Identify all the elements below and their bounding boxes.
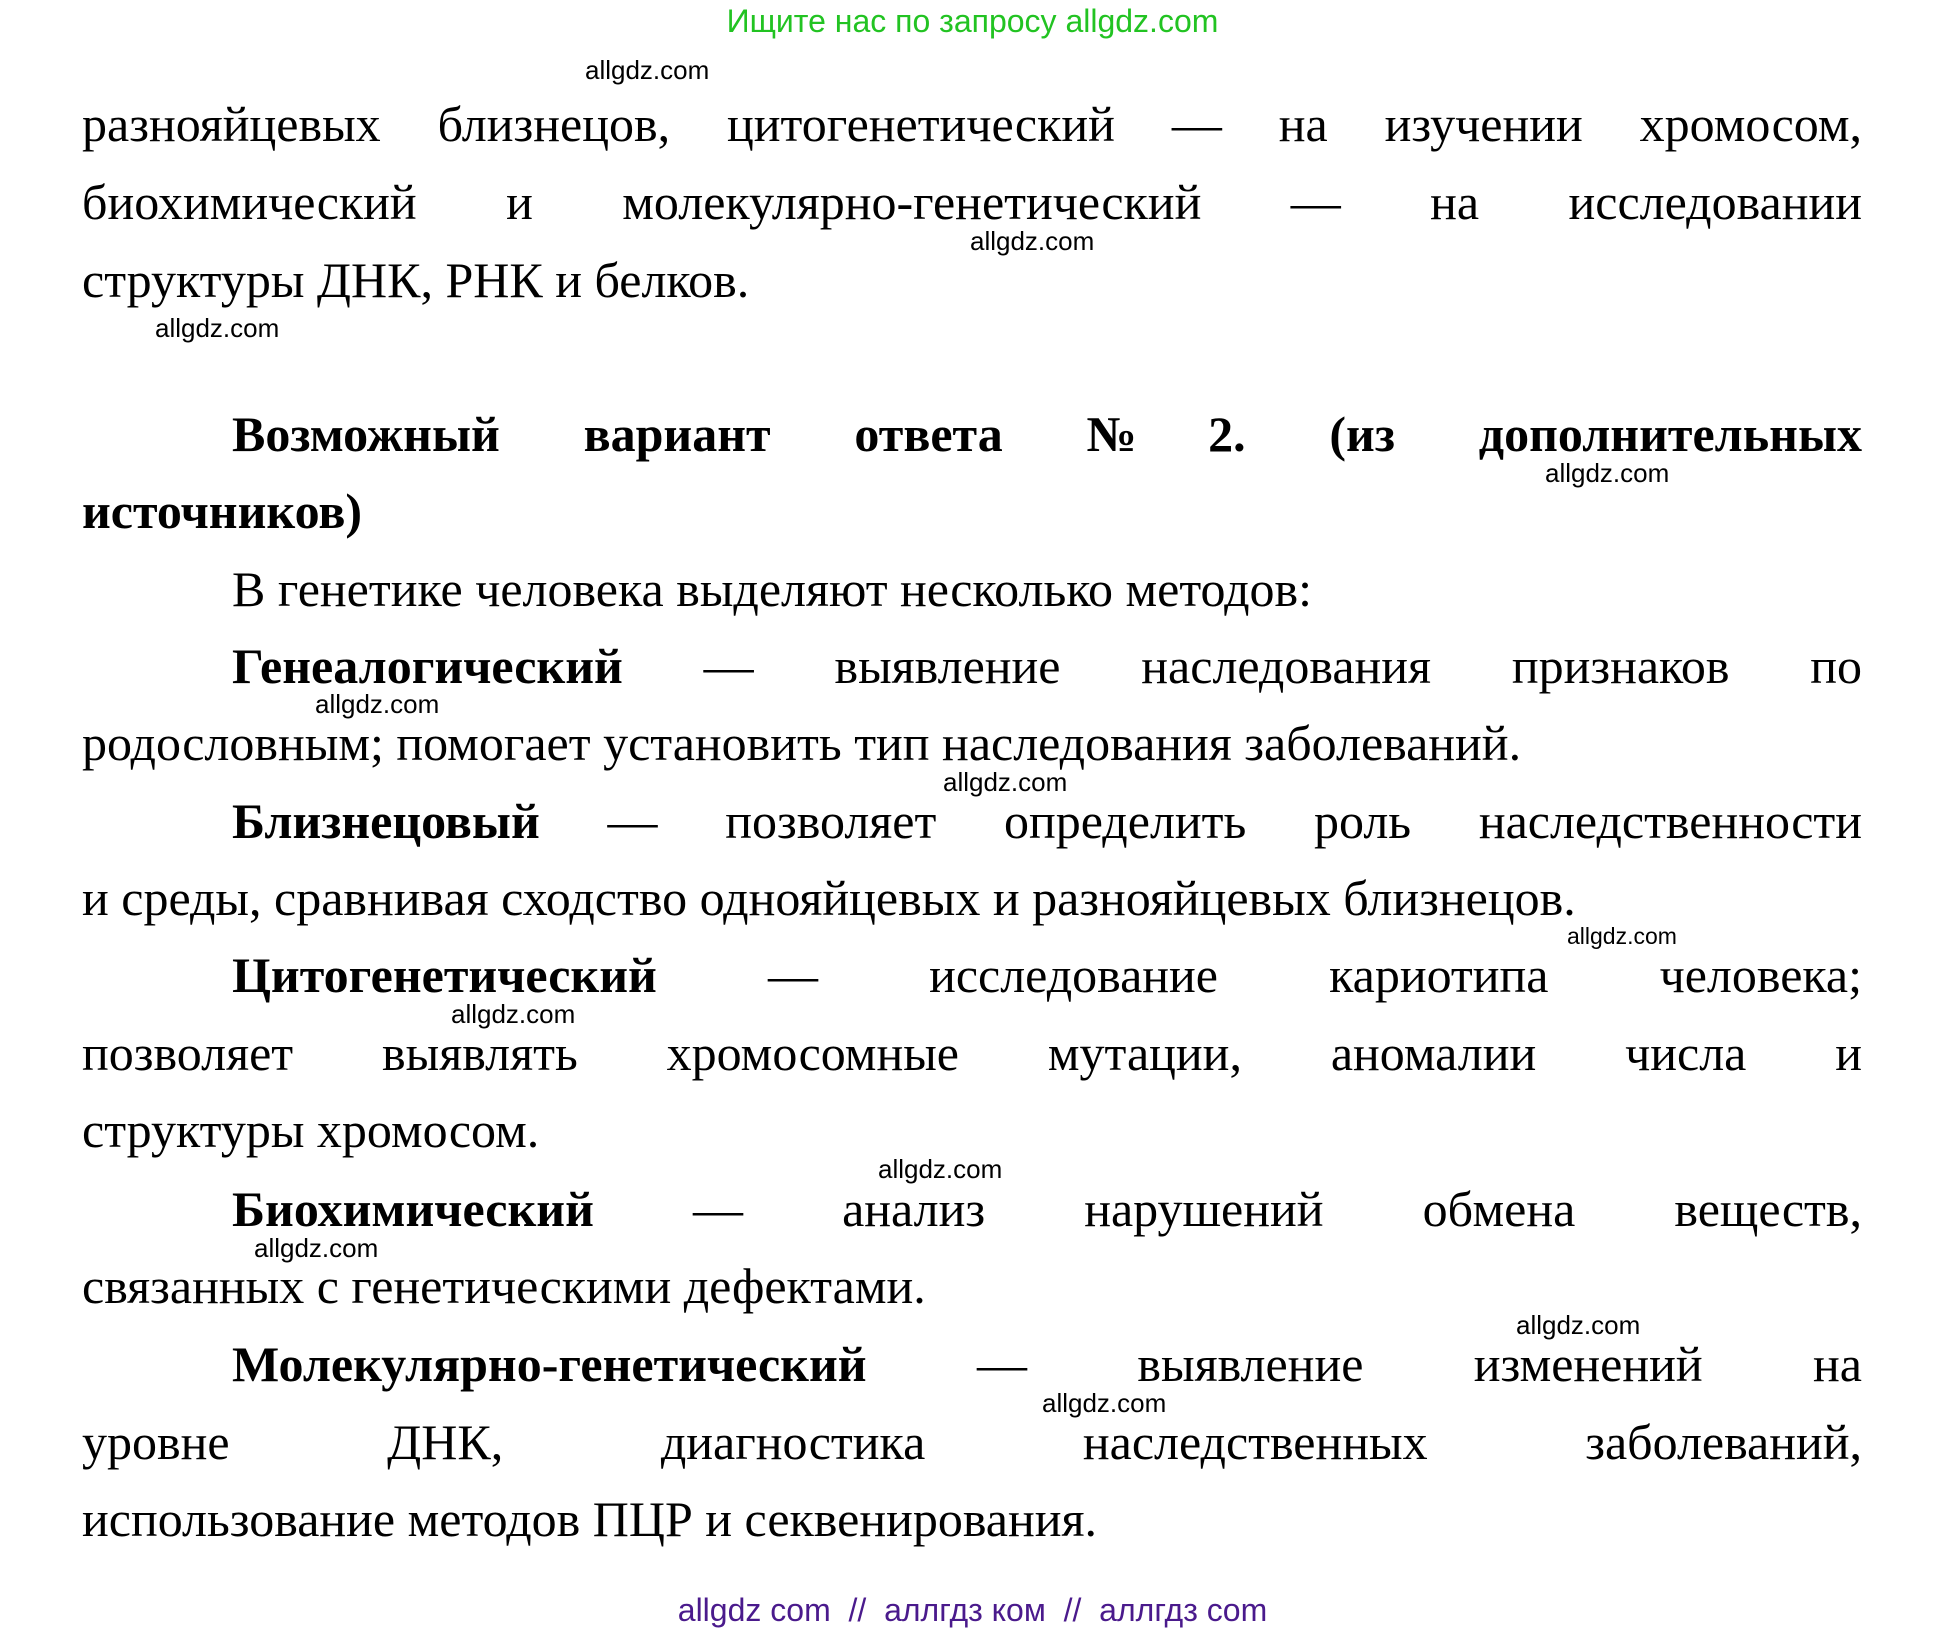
watermark: allgdz.com bbox=[1516, 1310, 1641, 1340]
method-term: Биохимический bbox=[232, 1181, 594, 1237]
method-term: Цитогенетический bbox=[232, 947, 657, 1003]
watermark: allgdz.com bbox=[1567, 923, 1677, 949]
watermark: allgdz.com bbox=[943, 767, 1068, 797]
text-line: уровне ДНК, диагностика наследственных заболеваний, bbox=[82, 1414, 1862, 1470]
section-heading: источников) bbox=[82, 483, 362, 539]
top-banner: Ищите нас по запросу allgdz.com bbox=[726, 3, 1219, 39]
watermark: allgdz.com bbox=[585, 55, 710, 85]
watermark: allgdz.com bbox=[315, 689, 440, 719]
method-desc: — позволяет определить роль наследственности bbox=[607, 793, 1863, 849]
text-line: и среды, сравнивая сходство однояйцевых и разнояйцевых близнецов. bbox=[82, 870, 1576, 926]
method-molecular bbox=[232, 1336, 1862, 1392]
method-term: Генеалогический bbox=[232, 638, 623, 694]
watermark: allgdz.com bbox=[155, 313, 280, 343]
watermark: allgdz.com bbox=[1042, 1388, 1167, 1418]
method-desc: — выявление наследования признаков по bbox=[703, 638, 1863, 694]
text-line: позволяет выявлять хромосомные мутации, аномалии числа и bbox=[82, 1025, 1862, 1081]
text-line: структуры хромосом. bbox=[82, 1102, 540, 1158]
text-line: родословным; помогает установить тип наследования заболеваний. bbox=[82, 715, 1522, 771]
method-cytogenetic bbox=[232, 947, 1862, 1003]
method-term: Близнецовый bbox=[232, 793, 540, 849]
watermark: allgdz.com bbox=[878, 1154, 1003, 1184]
text-line: структуры ДНК, РНК и белков. bbox=[82, 252, 750, 308]
method-biochemical bbox=[232, 1181, 1862, 1237]
watermark: allgdz.com bbox=[254, 1233, 379, 1263]
text-line: биохимический и молекулярно-генетический — на исследовании bbox=[82, 174, 1862, 230]
watermark: allgdz.com bbox=[1545, 458, 1670, 488]
method-desc: — анализ нарушений обмена веществ, bbox=[693, 1181, 1862, 1237]
watermark: allgdz.com bbox=[970, 226, 1095, 256]
text-line: разнояйцевых близнецов, цитогенетический — на изучении хромосом, bbox=[82, 96, 1862, 152]
lead-text: В генетике человека выделяют несколько методов: bbox=[232, 561, 1313, 617]
method-genealogical bbox=[232, 638, 1863, 694]
method-desc: — выявление изменений на bbox=[976, 1336, 1862, 1392]
method-term: Молекулярно-генетический bbox=[232, 1336, 867, 1392]
watermark: allgdz.com bbox=[451, 999, 576, 1029]
bottom-banner: allgdz com // аллгдз ком // аллгдз com bbox=[677, 1592, 1268, 1628]
method-desc: — исследование кариотипа человека; bbox=[767, 947, 1862, 1003]
section-heading: Возможный вариант ответа №2. (из дополнительных bbox=[232, 406, 1862, 462]
method-twin bbox=[232, 793, 1863, 849]
text-line: использование методов ПЦР и секвенирования. bbox=[82, 1491, 1097, 1547]
text-line: связанных с генетическими дефектами. bbox=[82, 1258, 926, 1314]
